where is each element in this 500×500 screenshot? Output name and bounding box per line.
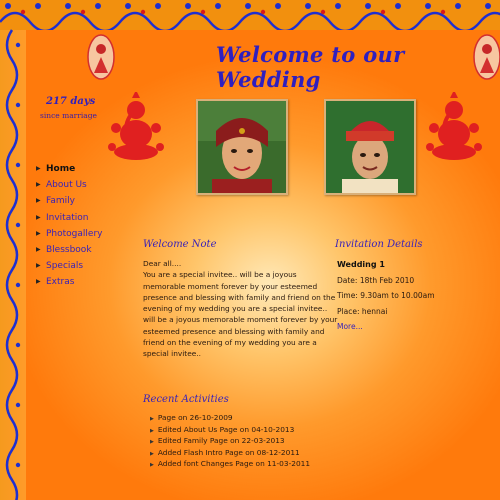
page-title: Welcome to our Wedding: [216, 42, 405, 92]
nav-item-photogallery[interactable]: ▶ Photogallery: [36, 228, 103, 239]
bullet-icon: ▶: [36, 165, 41, 172]
top-border-pattern: [0, 0, 500, 30]
invitation-more-link[interactable]: More...: [337, 322, 363, 331]
recent-activities-list: [150, 412, 310, 470]
welcome-message: You are a special invitee.. will be a joyous memorable moment forever by your esteemed presence and blessing with family and friend on the evening of my wedding you are a special invitee.. will be a joyous memorable moment forever by your esteemed presence and blessing with family and friend on the evening of my wedding you are a special invitee..: [143, 270, 338, 359]
groom-photo: [324, 99, 416, 195]
welcome-note-heading: Welcome Note: [143, 239, 217, 250]
main-nav: [36, 163, 102, 293]
invitation-event: Wedding 1: [337, 260, 385, 269]
bullet-icon: ▶: [150, 416, 154, 422]
nav-item-about-us[interactable]: ▶ About Us: [36, 180, 87, 191]
activity-item[interactable]: ▶ Added font Changes Page on 11-03-2011: [150, 459, 311, 468]
bullet-icon: ▶: [36, 229, 41, 237]
bullet-icon: ▶: [36, 278, 41, 286]
bullet-icon: ▶: [36, 197, 41, 205]
nav-item-extras[interactable]: ▶ Extras: [36, 277, 75, 288]
bullet-icon: ▶: [36, 262, 41, 270]
bullet-icon: ▶: [150, 439, 154, 445]
bullet-icon: ▶: [36, 181, 41, 189]
groom-icon: [326, 101, 414, 193]
days-counter: 217 days: [46, 96, 96, 107]
bullet-icon: ▶: [150, 427, 154, 434]
activity-item[interactable]: ▶ Edited About Us Page on 04-10-2013: [150, 424, 295, 434]
bride-icon: [198, 101, 286, 193]
top-border: [0, 0, 500, 30]
ganesh-icon-right: [420, 92, 484, 162]
days-caption: since marriage: [40, 111, 97, 120]
nav-item-specials[interactable]: ▶ Specials: [36, 261, 84, 272]
bride-figure-icon: [86, 33, 116, 81]
invitation-place: Place: hennai: [337, 306, 388, 316]
activity-item[interactable]: ▶ Page on 26-10-2009: [150, 413, 233, 422]
nav-item-family[interactable]: ▶ Family: [36, 196, 75, 207]
welcome-greeting: Dear all....: [143, 259, 182, 268]
ganesh-icon: [102, 92, 166, 162]
bride-photo: [196, 99, 288, 195]
invitation-time: Time: 9.30am to 10.00am: [337, 291, 435, 300]
invitation-details-heading: Invitation Details: [335, 239, 423, 250]
recent-activities-heading: Recent Activities: [143, 394, 229, 405]
nav-item-invitation[interactable]: ▶ Invitation: [36, 212, 89, 223]
welcome-note-body: [143, 258, 338, 360]
invitation-details: [337, 260, 435, 338]
left-border-pattern: [0, 0, 22, 500]
invitation-date: Date: 18th Feb 2010: [337, 275, 415, 285]
bullet-icon: ▶: [36, 213, 41, 221]
nav-item-blessbook[interactable]: ▶ Blessbook: [36, 244, 92, 255]
bullet-icon: ▶: [150, 450, 154, 457]
activity-item[interactable]: ▶ Edited Family Page on 22-03-2013: [150, 436, 285, 445]
activity-item[interactable]: ▶ Added Flash Intro Page on 08-12-2011: [150, 447, 300, 457]
bullet-icon: ▶: [36, 245, 41, 253]
bullet-icon: ▶: [150, 462, 154, 468]
nav-item-home[interactable]: ▶ Home: [36, 164, 76, 174]
